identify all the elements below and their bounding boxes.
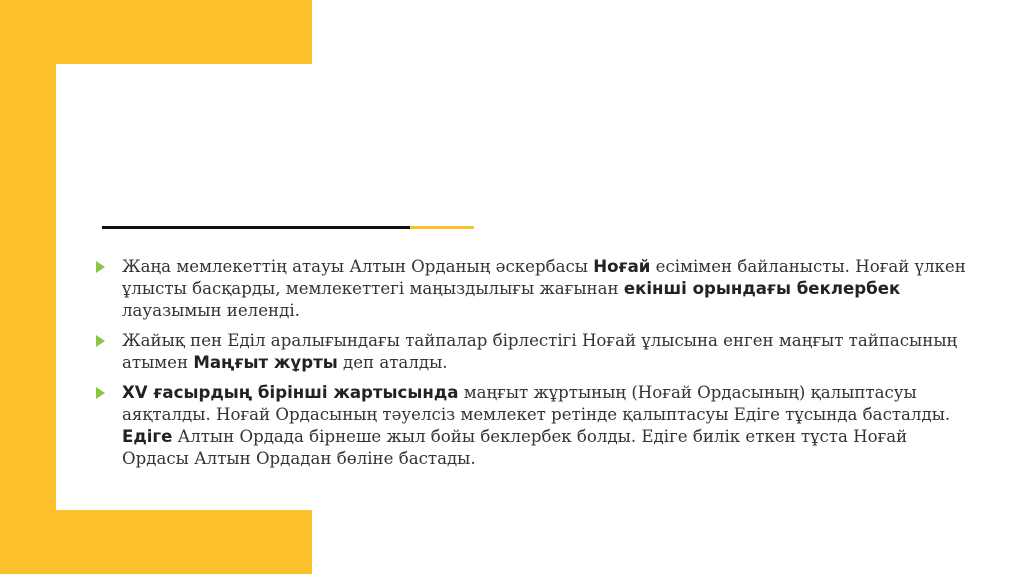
bullet-text-segment: есімімен байланысты. Ноғай үлкен ұлысты басқарды, мемлекеттегі маңыздылығы жағынан: [122, 257, 966, 298]
bullet-text-segment: Жайық пен Еділ аралығындағы тайпалар бірлестігі Ноғай ұлысына енген маңғыт тайпасының атымен: [122, 331, 958, 372]
bullet-bold-text: Ноғай: [593, 257, 651, 276]
bullet-text-segment: маңғыт жұртының (Ноғай Ордасының) қалыптасуы аяқталды. Ноғай Ордасының тәуелсіз мемлекет ретінде қалыптасуы Едіге тұсында басталды.: [122, 383, 951, 424]
triangle-bullet-icon: [96, 261, 105, 273]
title-underline-black: [102, 226, 410, 229]
bullet-item: [92, 382, 972, 470]
bullet-text-segment: Жаңа мемлекеттің атауы Алтын Орданың әскербасы: [122, 257, 594, 276]
bullet-bold-text: Едіге: [122, 427, 173, 446]
bullet-text-segment: лауазымын иеленді.: [122, 301, 300, 320]
bullet-text-segment: Алтын Ордада бірнеше жыл бойы беклербек болды. Едіге билік еткен тұста Ноғай Ордасы Алтын Ордадан бөліне бастады.: [122, 427, 908, 468]
bullet-bold-text: екінші орындағы беклербек: [623, 279, 901, 298]
title-underline-yellow: [410, 226, 474, 229]
bullet-bold-text: Маңғыт жұрты: [193, 353, 338, 372]
bullet-item: [92, 330, 972, 374]
bullet-bold-text: XV ғасырдың бірінші жартысында: [122, 383, 459, 402]
bullet-list: [92, 256, 972, 478]
bullet-text-segment: деп аталды.: [337, 353, 448, 372]
bullet-item: [92, 256, 972, 322]
triangle-bullet-icon: [96, 335, 105, 347]
triangle-bullet-icon: [96, 387, 105, 399]
